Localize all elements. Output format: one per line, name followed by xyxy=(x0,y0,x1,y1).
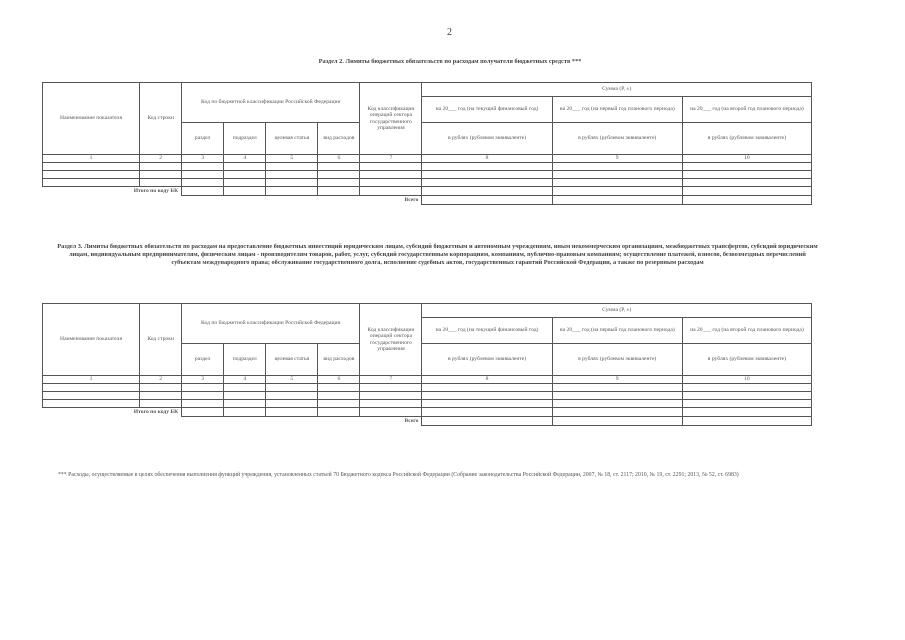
sub-podrazdel-header: подраздел xyxy=(224,344,266,376)
table-row xyxy=(43,179,812,187)
col-code-header: Код строки xyxy=(140,304,182,376)
col-sum-header: Сумма (Р, ±) xyxy=(422,304,812,318)
year3-header: на 20___ год (на второй год планового периода) xyxy=(682,318,811,344)
section3-title: Раздел 3. Лимиты бюджетных обязательств по расходам на предоставление бюджетных инвестиций юридическим лицам, субсидий бюджетным и автономным учреждениям, иным некоммерческим организациям, межбюджетных трансфертов, субсидий юридическим лицам, индивидуальным предпринимателям, физическим лицам - производителям товаров, работ, услуг, субсидий государственным корпорациям, компаниям, публично-правовым компаниям; осуществление платежей, взносов, безвозмездных перечислений субъектам международного права; обслуживание государственного долга, исполнение судебных актов, государственных гарантий Российской Федерации, а также по резервным расходам xyxy=(57,243,818,267)
year1-header: на 20___ год (на текущий финансовый год) xyxy=(422,318,552,344)
col-code-header: Код строки xyxy=(140,83,182,155)
sub-cs-header: целевая статья xyxy=(266,123,318,155)
sub-cs-header: целевая статья xyxy=(266,344,318,376)
table-row xyxy=(43,400,812,408)
col-num: 5 xyxy=(266,376,318,384)
section3-table xyxy=(42,303,812,426)
sub-vr-header: вид расходов xyxy=(318,344,360,376)
unit-header-1: в рублях (рублевом эквиваленте) xyxy=(422,344,552,376)
col-num: 2 xyxy=(140,376,182,384)
col-num: 10 xyxy=(682,155,811,163)
sub-razdel-header: раздел xyxy=(182,344,224,376)
table-row xyxy=(43,163,812,171)
unit-header-1: в рублях (рублевом эквиваленте) xyxy=(422,123,552,155)
col-name-header: Наименование показателя xyxy=(43,83,140,155)
total-kbk-label: Итого по коду БК xyxy=(43,408,182,417)
unit-header-2: в рублях (рублевом эквиваленте) xyxy=(552,344,682,376)
col-num: 6 xyxy=(318,155,360,163)
footnote: *** Расходы, осуществляемые в целях обеспечения выполнения функций учреждения, установленных статьей 70 Бюджетного кодекса Российской Федерации (Собрание законодательства Российской Федерации, 2007, № 18, ст. 2117; 2010, № 19, ст. 2291; 2013, № 52, ст. 6983) xyxy=(58,472,739,478)
section2-title: Раздел 2. Лимиты бюджетных обязательств по расходам получателя бюджетных средств *** xyxy=(318,58,582,65)
col-num: 4 xyxy=(224,155,266,163)
col-num: 7 xyxy=(360,155,422,163)
total-kbk-label: Итого по коду БК xyxy=(43,187,182,196)
unit-header-3: в рублях (рублевом эквиваленте) xyxy=(682,123,811,155)
col-num: 5 xyxy=(266,155,318,163)
col-sum-header: Сумма (Р, ±) xyxy=(422,83,812,97)
col-kosgu-header: Код классификации операций сектора государственного управления xyxy=(360,83,422,155)
year2-header: на 20___ год (на первый год планового периода) xyxy=(552,97,682,123)
sub-podrazdel-header: подраздел xyxy=(224,123,266,155)
col-num: 8 xyxy=(422,155,552,163)
col-num: 6 xyxy=(318,376,360,384)
col-name-header: Наименование показателя xyxy=(43,304,140,376)
sub-razdel-header: раздел xyxy=(182,123,224,155)
sub-vr-header: вид расходов xyxy=(318,123,360,155)
col-kosgu-header: Код классификации операций сектора государственного управления xyxy=(360,304,422,376)
total-label: Всего xyxy=(360,196,422,205)
col-num: 2 xyxy=(140,155,182,163)
total-label: Всего xyxy=(360,417,422,426)
col-num: 7 xyxy=(360,376,422,384)
col-num: 10 xyxy=(682,376,811,384)
page-number: 2 xyxy=(447,27,452,38)
col-kbk-header: Код по бюджетной классификации Российской Федерации xyxy=(182,304,360,344)
col-num: 1 xyxy=(43,376,140,384)
table-row xyxy=(43,171,812,179)
col-kbk-header: Код по бюджетной классификации Российской Федерации xyxy=(182,83,360,123)
col-num: 1 xyxy=(43,155,140,163)
col-num: 8 xyxy=(422,376,552,384)
table-row xyxy=(43,384,812,392)
unit-header-3: в рублях (рублевом эквиваленте) xyxy=(682,344,811,376)
year2-header: на 20___ год (на первый год планового периода) xyxy=(552,318,682,344)
year1-header: на 20___ год (на текущий финансовый год) xyxy=(422,97,552,123)
col-num: 9 xyxy=(552,155,682,163)
col-num: 3 xyxy=(182,376,224,384)
table-row xyxy=(43,392,812,400)
year3-header: на 20___ год (на второй год планового периода) xyxy=(682,97,811,123)
col-num: 3 xyxy=(182,155,224,163)
unit-header-2: в рублях (рублевом эквиваленте) xyxy=(552,123,682,155)
section2-table xyxy=(42,82,812,205)
col-num: 4 xyxy=(224,376,266,384)
col-num: 9 xyxy=(552,376,682,384)
